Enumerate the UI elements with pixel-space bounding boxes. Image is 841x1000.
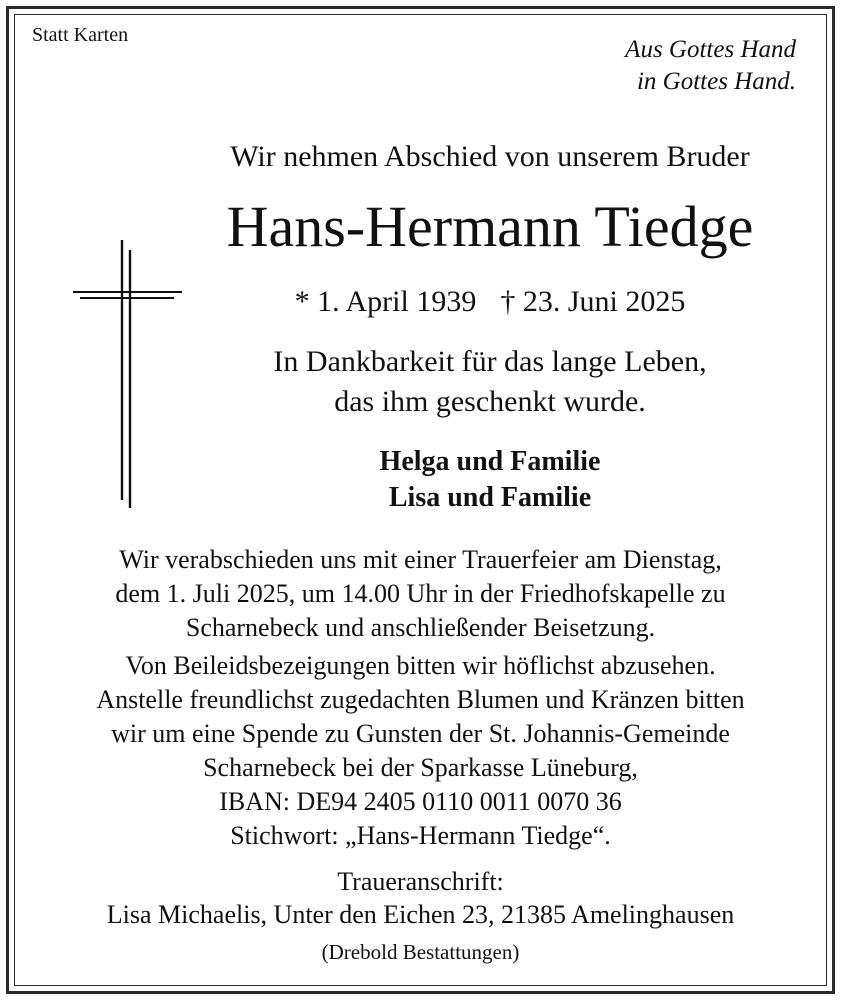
statt-karten-label: Statt Karten	[32, 24, 129, 46]
service-line: Wir verabschieden uns mit einer Trauerfeier am Dienstag,	[119, 545, 722, 574]
service-line: Scharnebeck und anschließender Beisetzung.	[185, 613, 656, 642]
mourner-family: Helga und Familie	[379, 446, 601, 477]
notice-body	[0, 543, 841, 853]
gratitude-line-2: das ihm geschenkt wurde.	[334, 385, 646, 418]
mourner-family: Lisa und Familie	[388, 482, 592, 513]
intro-line: Wir nehmen Abschied von unserem Bruder	[230, 140, 750, 173]
donation-line: wir um eine Spende zu Gunsten der St. Johannis-Gemeinde	[111, 719, 730, 748]
gratitude-text	[200, 342, 780, 422]
address-value: Lisa Michaelis, Unter den Eichen 23, 21385 Amelinghausen	[106, 900, 735, 929]
condolences-line: Von Beileidsbezeigungen bitten wir höflichst abzusehen.	[125, 651, 716, 680]
motto-line-2: in Gottes Hand.	[636, 68, 796, 95]
death-date: † 23. Juni 2025	[500, 285, 686, 318]
deceased-name: Hans-Hermann Tiedge	[226, 194, 754, 259]
donation-line: Anstelle freundlichst zugedachten Blumen und Kränzen bitten	[96, 685, 745, 714]
donation-line: Scharnebeck bei der Sparkasse Lüneburg,	[203, 753, 638, 782]
cross-icon	[70, 238, 186, 510]
gratitude-line-1: In Dankbarkeit für das lange Leben,	[273, 345, 707, 378]
keyword-line: Stichwort: „Hans-Hermann Tiedge“.	[230, 821, 611, 850]
motto-line-1: Aus Gottes Hand	[625, 36, 796, 63]
mourning-address	[0, 865, 841, 931]
funeral-home: (Drebold Bestattungen)	[321, 940, 520, 964]
motto	[625, 34, 796, 98]
birth-date: * 1. April 1939	[294, 285, 477, 318]
life-dates	[200, 285, 780, 319]
service-line: dem 1. Juli 2025, um 14.00 Uhr in der Friedhofskapelle zu	[115, 579, 726, 608]
iban-line: IBAN: DE94 2405 0110 0011 0070 36	[219, 787, 622, 816]
address-label: Traueranschrift:	[337, 867, 504, 896]
mourners	[200, 444, 780, 516]
